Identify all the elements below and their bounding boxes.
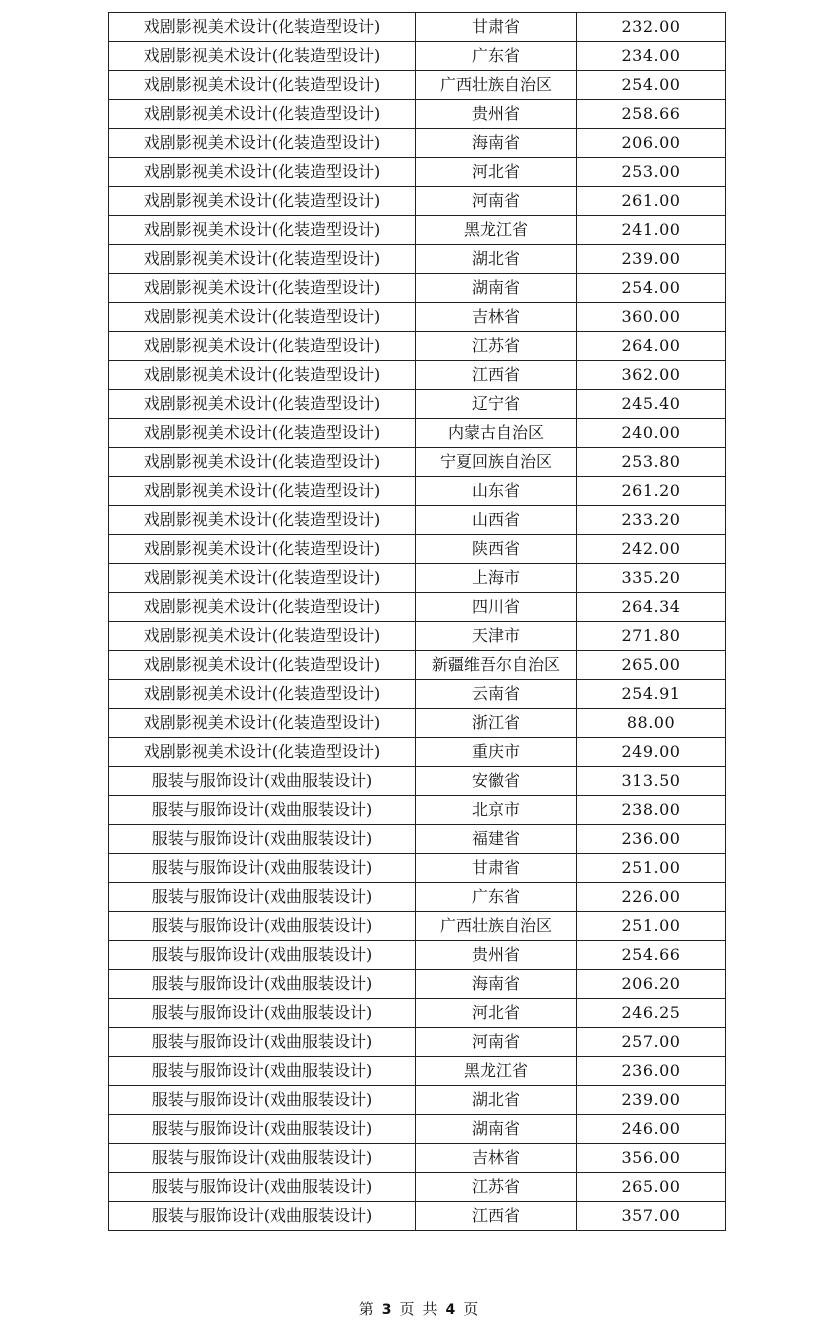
score-cell: 254.00: [577, 274, 726, 303]
province-cell: 贵州省: [416, 941, 577, 970]
score-cell: 264.34: [577, 593, 726, 622]
score-cell: 226.00: [577, 883, 726, 912]
table-row: [109, 158, 726, 187]
table-row: [109, 970, 726, 999]
page-footer: [0, 1298, 837, 1319]
score-cell: 239.00: [577, 1086, 726, 1115]
table-row: [109, 129, 726, 158]
province-cell: 吉林省: [416, 303, 577, 332]
province-cell: 江西省: [416, 1202, 577, 1231]
province-cell: 甘肃省: [416, 13, 577, 42]
score-cell: 261.20: [577, 477, 726, 506]
score-table-body: [109, 13, 726, 1231]
major-cell: 服装与服饰设计(戏曲服装设计): [109, 941, 416, 970]
table-row: [109, 332, 726, 361]
table-row: [109, 622, 726, 651]
province-cell: 海南省: [416, 129, 577, 158]
score-cell: 232.00: [577, 13, 726, 42]
major-cell: 服装与服饰设计(戏曲服装设计): [109, 767, 416, 796]
score-cell: 261.00: [577, 187, 726, 216]
table-row: [109, 564, 726, 593]
table-row: [109, 1173, 726, 1202]
province-cell: 湖南省: [416, 1115, 577, 1144]
score-cell: 245.40: [577, 390, 726, 419]
province-cell: 新疆维吾尔自治区: [416, 651, 577, 680]
province-cell: 河北省: [416, 999, 577, 1028]
major-cell: 戏剧影视美术设计(化装造型设计): [109, 303, 416, 332]
province-cell: 湖南省: [416, 274, 577, 303]
province-cell: 广西壮族自治区: [416, 71, 577, 100]
score-cell: 246.00: [577, 1115, 726, 1144]
province-cell: 辽宁省: [416, 390, 577, 419]
table-row: [109, 448, 726, 477]
major-cell: 戏剧影视美术设计(化装造型设计): [109, 448, 416, 477]
table-row: [109, 274, 726, 303]
score-cell: 335.20: [577, 564, 726, 593]
major-cell: 戏剧影视美术设计(化装造型设计): [109, 419, 416, 448]
table-row: [109, 1086, 726, 1115]
score-cell: 206.20: [577, 970, 726, 999]
province-cell: 上海市: [416, 564, 577, 593]
major-cell: 戏剧影视美术设计(化装造型设计): [109, 390, 416, 419]
table-row: [109, 303, 726, 332]
table-row: [109, 883, 726, 912]
province-cell: 河南省: [416, 187, 577, 216]
table-row: [109, 1057, 726, 1086]
major-cell: 戏剧影视美术设计(化装造型设计): [109, 332, 416, 361]
table-row: [109, 941, 726, 970]
score-cell: 239.00: [577, 245, 726, 274]
table-row: [109, 854, 726, 883]
province-cell: 重庆市: [416, 738, 577, 767]
table-row: [109, 100, 726, 129]
score-cell: 240.00: [577, 419, 726, 448]
table-row: [109, 651, 726, 680]
table-row: [109, 506, 726, 535]
major-cell: 服装与服饰设计(戏曲服装设计): [109, 854, 416, 883]
province-cell: 甘肃省: [416, 854, 577, 883]
major-cell: 戏剧影视美术设计(化装造型设计): [109, 477, 416, 506]
major-cell: 服装与服饰设计(戏曲服装设计): [109, 970, 416, 999]
score-cell: 356.00: [577, 1144, 726, 1173]
score-cell: 253.80: [577, 448, 726, 477]
major-cell: 戏剧影视美术设计(化装造型设计): [109, 593, 416, 622]
major-cell: 戏剧影视美术设计(化装造型设计): [109, 709, 416, 738]
major-cell: 戏剧影视美术设计(化装造型设计): [109, 245, 416, 274]
score-cell: 265.00: [577, 651, 726, 680]
major-cell: 戏剧影视美术设计(化装造型设计): [109, 274, 416, 303]
table-row: [109, 796, 726, 825]
score-cell: 357.00: [577, 1202, 726, 1231]
major-cell: 戏剧影视美术设计(化装造型设计): [109, 361, 416, 390]
table-row: [109, 912, 726, 941]
province-cell: 天津市: [416, 622, 577, 651]
table-row: [109, 361, 726, 390]
score-cell: 238.00: [577, 796, 726, 825]
province-cell: 宁夏回族自治区: [416, 448, 577, 477]
province-cell: 北京市: [416, 796, 577, 825]
province-cell: 陕西省: [416, 535, 577, 564]
province-cell: 浙江省: [416, 709, 577, 738]
score-cell: 254.00: [577, 71, 726, 100]
major-cell: 戏剧影视美术设计(化装造型设计): [109, 622, 416, 651]
major-cell: 戏剧影视美术设计(化装造型设计): [109, 100, 416, 129]
table-row: [109, 71, 726, 100]
province-cell: 海南省: [416, 970, 577, 999]
score-cell: 254.66: [577, 941, 726, 970]
province-cell: 江西省: [416, 361, 577, 390]
score-cell: 362.00: [577, 361, 726, 390]
major-cell: 服装与服饰设计(戏曲服装设计): [109, 825, 416, 854]
table-row: [109, 1115, 726, 1144]
score-cell: 249.00: [577, 738, 726, 767]
major-cell: 戏剧影视美术设计(化装造型设计): [109, 129, 416, 158]
major-cell: 戏剧影视美术设计(化装造型设计): [109, 158, 416, 187]
total-pages-number: 4: [445, 1302, 456, 1318]
province-cell: 河南省: [416, 1028, 577, 1057]
score-cell: 258.66: [577, 100, 726, 129]
major-cell: 戏剧影视美术设计(化装造型设计): [109, 216, 416, 245]
score-cell: 88.00: [577, 709, 726, 738]
table-row: [109, 390, 726, 419]
table-row: [109, 767, 726, 796]
table-row: [109, 42, 726, 71]
province-cell: 湖北省: [416, 245, 577, 274]
score-table: [108, 12, 726, 1231]
score-cell: 313.50: [577, 767, 726, 796]
footer-suffix: 页: [463, 1300, 479, 1318]
province-cell: 贵州省: [416, 100, 577, 129]
table-row: [109, 825, 726, 854]
table-row: [109, 738, 726, 767]
major-cell: 戏剧影视美术设计(化装造型设计): [109, 535, 416, 564]
province-cell: 江苏省: [416, 1173, 577, 1202]
major-cell: 服装与服饰设计(戏曲服装设计): [109, 999, 416, 1028]
table-row: [109, 535, 726, 564]
score-cell: 257.00: [577, 1028, 726, 1057]
major-cell: 服装与服饰设计(戏曲服装设计): [109, 883, 416, 912]
province-cell: 广西壮族自治区: [416, 912, 577, 941]
province-cell: 山西省: [416, 506, 577, 535]
table-row: [109, 1144, 726, 1173]
major-cell: 服装与服饰设计(戏曲服装设计): [109, 1028, 416, 1057]
footer-total-word: 共: [422, 1300, 438, 1318]
province-cell: 江苏省: [416, 332, 577, 361]
table-row: [109, 419, 726, 448]
major-cell: 服装与服饰设计(戏曲服装设计): [109, 1173, 416, 1202]
province-cell: 黑龙江省: [416, 1057, 577, 1086]
province-cell: 四川省: [416, 593, 577, 622]
major-cell: 戏剧影视美术设计(化装造型设计): [109, 13, 416, 42]
table-row: [109, 216, 726, 245]
score-cell: 265.00: [577, 1173, 726, 1202]
province-cell: 内蒙古自治区: [416, 419, 577, 448]
province-cell: 福建省: [416, 825, 577, 854]
table-row: [109, 477, 726, 506]
province-cell: 黑龙江省: [416, 216, 577, 245]
province-cell: 广东省: [416, 42, 577, 71]
major-cell: 服装与服饰设计(戏曲服装设计): [109, 1144, 416, 1173]
major-cell: 服装与服饰设计(戏曲服装设计): [109, 796, 416, 825]
province-cell: 吉林省: [416, 1144, 577, 1173]
footer-page-word: 页: [399, 1300, 415, 1318]
province-cell: 湖北省: [416, 1086, 577, 1115]
footer-prefix: 第: [358, 1300, 374, 1318]
major-cell: 戏剧影视美术设计(化装造型设计): [109, 71, 416, 100]
table-row: [109, 1028, 726, 1057]
score-cell: 234.00: [577, 42, 726, 71]
table-row: [109, 999, 726, 1028]
score-cell: 233.20: [577, 506, 726, 535]
score-cell: 236.00: [577, 1057, 726, 1086]
province-cell: 广东省: [416, 883, 577, 912]
major-cell: 服装与服饰设计(戏曲服装设计): [109, 912, 416, 941]
major-cell: 戏剧影视美术设计(化装造型设计): [109, 738, 416, 767]
score-cell: 251.00: [577, 912, 726, 941]
major-cell: 戏剧影视美术设计(化装造型设计): [109, 651, 416, 680]
province-cell: 安徽省: [416, 767, 577, 796]
table-row: [109, 680, 726, 709]
major-cell: 戏剧影视美术设计(化装造型设计): [109, 42, 416, 71]
major-cell: 服装与服饰设计(戏曲服装设计): [109, 1202, 416, 1231]
table-row: [109, 1202, 726, 1231]
current-page-number: 3: [381, 1302, 392, 1318]
table-row: [109, 13, 726, 42]
score-cell: 360.00: [577, 303, 726, 332]
table-row: [109, 245, 726, 274]
major-cell: 戏剧影视美术设计(化装造型设计): [109, 506, 416, 535]
score-cell: 236.00: [577, 825, 726, 854]
score-cell: 264.00: [577, 332, 726, 361]
province-cell: 云南省: [416, 680, 577, 709]
score-cell: 242.00: [577, 535, 726, 564]
table-row: [109, 187, 726, 216]
province-cell: 山东省: [416, 477, 577, 506]
score-cell: 241.00: [577, 216, 726, 245]
major-cell: 服装与服饰设计(戏曲服装设计): [109, 1115, 416, 1144]
major-cell: 服装与服饰设计(戏曲服装设计): [109, 1057, 416, 1086]
province-cell: 河北省: [416, 158, 577, 187]
table-row: [109, 593, 726, 622]
score-cell: 246.25: [577, 999, 726, 1028]
score-cell: 271.80: [577, 622, 726, 651]
major-cell: 戏剧影视美术设计(化装造型设计): [109, 187, 416, 216]
major-cell: 戏剧影视美术设计(化装造型设计): [109, 680, 416, 709]
major-cell: 服装与服饰设计(戏曲服装设计): [109, 1086, 416, 1115]
score-cell: 206.00: [577, 129, 726, 158]
major-cell: 戏剧影视美术设计(化装造型设计): [109, 564, 416, 593]
score-cell: 251.00: [577, 854, 726, 883]
table-row: [109, 709, 726, 738]
score-cell: 254.91: [577, 680, 726, 709]
score-cell: 253.00: [577, 158, 726, 187]
